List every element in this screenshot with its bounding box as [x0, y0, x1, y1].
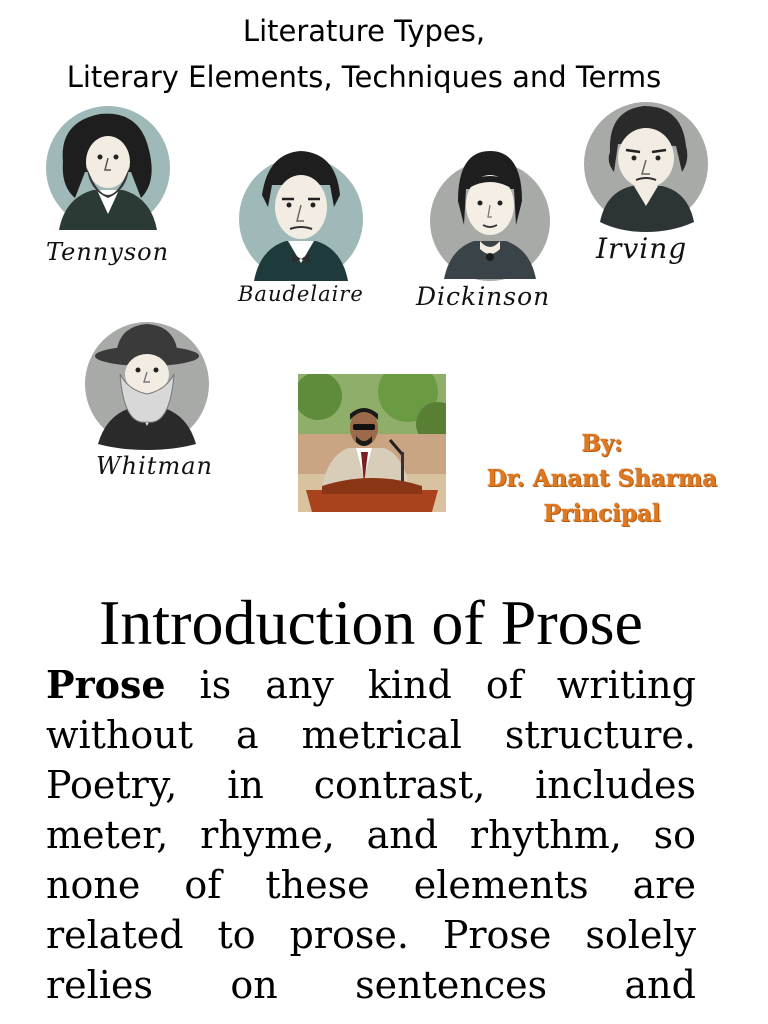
word: contrast,	[313, 763, 486, 807]
body-line	[46, 960, 696, 1010]
irving-portrait	[582, 96, 710, 232]
word: structure.	[504, 713, 696, 757]
word: metrical	[301, 713, 462, 757]
word: to	[217, 913, 256, 957]
section-heading: Introduction of Prose	[99, 587, 643, 658]
word: a	[236, 713, 259, 757]
word: sentences	[355, 963, 548, 1007]
word: elements	[413, 863, 589, 907]
byline-by: By:	[581, 430, 623, 457]
word: related	[46, 913, 184, 957]
byline-author: Dr. Anant Sharma	[486, 465, 718, 492]
word: and	[624, 963, 696, 1007]
word: on	[230, 963, 278, 1007]
word: so	[653, 813, 696, 857]
word: prose.	[289, 913, 409, 957]
body-line	[46, 910, 696, 960]
word: meter,	[46, 813, 169, 857]
bold-term: Prose	[46, 662, 166, 707]
author-byline	[472, 426, 732, 531]
title-line-2: Literary Elements, Techniques and Terms	[66, 60, 662, 94]
word: any	[265, 663, 334, 707]
word: Poetry,	[46, 763, 178, 807]
baudelaire-signature: Baudelaire	[238, 282, 364, 306]
word: rhyme,	[200, 813, 335, 857]
word: is	[199, 663, 232, 707]
tennyson-portrait	[45, 102, 171, 232]
word: writing	[556, 663, 696, 707]
word: in	[227, 763, 264, 807]
word: solely	[585, 913, 696, 957]
irving-signature: Irving	[596, 232, 688, 265]
byline-role: Principal	[543, 500, 661, 527]
word: none	[46, 863, 141, 907]
tennyson-signature: Tennyson	[46, 238, 170, 266]
dickinson-signature: Dickinson	[416, 282, 551, 311]
word: and	[366, 813, 439, 857]
word: these	[265, 863, 370, 907]
body-line	[46, 810, 696, 860]
word: Prose	[442, 913, 552, 957]
word: includes	[535, 763, 696, 807]
whitman-signature: Whitman	[96, 452, 213, 480]
body-line	[46, 860, 696, 910]
document-title	[0, 8, 728, 100]
whitman-portrait	[84, 316, 210, 450]
body-line	[46, 710, 696, 760]
baudelaire-portrait	[238, 145, 364, 285]
word: are	[632, 863, 696, 907]
body-line	[46, 660, 696, 710]
dickinson-portrait	[428, 145, 552, 285]
body-line	[46, 760, 696, 810]
body-paragraph	[46, 660, 696, 1010]
word: kind	[367, 663, 452, 707]
title-line-1: Literature Types,	[242, 14, 486, 48]
word: without	[46, 713, 194, 757]
word: relies	[46, 963, 153, 1007]
author-photo	[298, 374, 446, 512]
word: rhythm,	[469, 813, 622, 857]
word: of	[184, 863, 222, 907]
word: of	[485, 663, 523, 707]
